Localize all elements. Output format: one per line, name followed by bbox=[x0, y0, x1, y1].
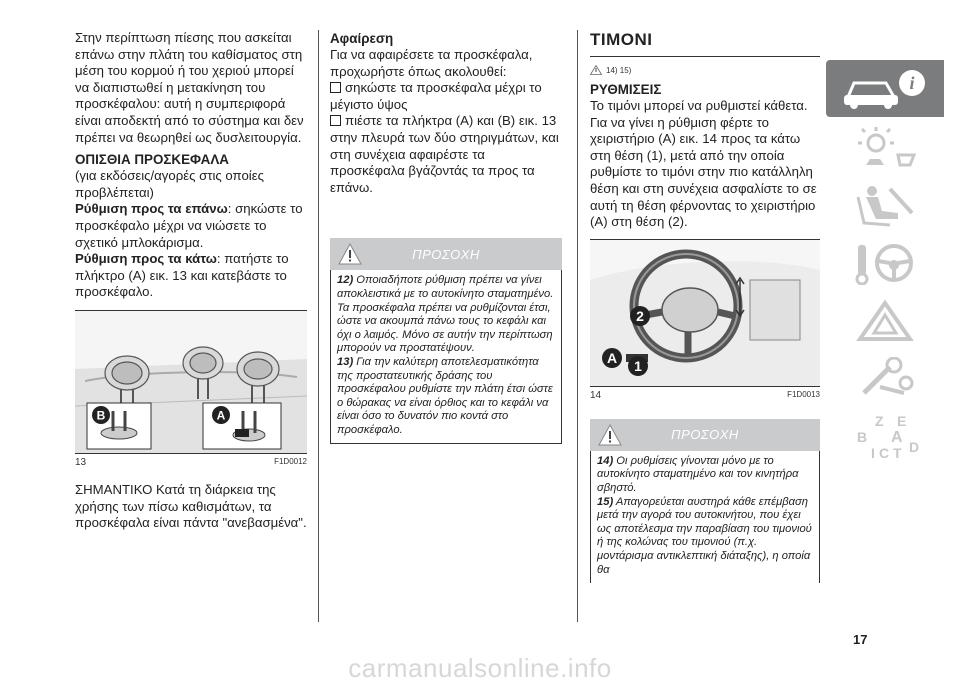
tab-safety[interactable] bbox=[826, 176, 944, 233]
watermark-text: carmanualsonline.info bbox=[348, 653, 612, 683]
tab-starting-driving[interactable] bbox=[826, 234, 944, 291]
removal-heading: Αφαίρεση bbox=[330, 31, 394, 46]
important-note: ΣΗΜΑΝΤΙΚΟ Κατά τη διάρκεια της χρήσης των πίσω καθισμάτων, τα προσκέφαλα είναι πάντα "ανεβασμένα". bbox=[75, 481, 307, 531]
rear-headrests-illustration bbox=[75, 311, 307, 453]
figure-code: F1D0013 bbox=[787, 389, 820, 399]
steering-start-icon bbox=[850, 241, 920, 285]
column-divider bbox=[577, 30, 578, 622]
column-divider bbox=[318, 30, 319, 622]
tab-index[interactable] bbox=[826, 408, 944, 465]
warning-14: 14) Οι ρυθμίσεις γίνονται μόνο με το αυτοκίνητο σταματημένο και τον κινητήρα σβηστό. bbox=[597, 454, 799, 494]
warning-triangle-icon bbox=[338, 243, 362, 265]
column-right bbox=[590, 30, 820, 583]
warning-box bbox=[330, 270, 562, 444]
adjust-down-label: Ρύθμιση προς τα κάτω bbox=[75, 251, 217, 267]
car-info-icon bbox=[840, 67, 930, 111]
warning-13: 13) Για την καλύτερη αποτελεσματικότητα της προστατευτικής δράσης του προσκέφαλου ρυθμίστε την πλάτη έτσι ώστε ο θώρακας να είναι όρθιος και το κεφάλι να είναι όσο το δυνατόν πιο κοντά στο προσκέφαλο. bbox=[337, 355, 553, 436]
adjustments-text: Το τιμόνι μπορεί να ρυθμιστεί κάθετα. Για να γίνει η ρύθμιση φέρτε το χειριστήριο (A) εικ. 14 προς τα κάτω στη θέση (1), μετά από την οποία ρυθμίστε το τιμόνι στην πιο κατάλληλη θέση και στη συνέχεια ασφαλίστε το σε αυτή τη θέση φέρνοντας το χειριστήριο (A) στη θέση (2). bbox=[590, 98, 817, 230]
page-number: 17 bbox=[853, 632, 868, 647]
warning-small-icon bbox=[590, 65, 602, 75]
warning-15: 15) Απαγορεύεται αυστηρά κάθε επέμβαση μετά την αγορά του αυτοκινήτου, που έχει ως αποτέλεσμα την παραβίαση του τιμονιού ή της κολώνας του τιμονιού (π.χ. μοντάρισμα αντικλεπτική διάταξης), η οποία θα bbox=[597, 495, 812, 576]
tab-dashboard[interactable] bbox=[826, 118, 944, 175]
seat-airbag-icon bbox=[850, 183, 920, 227]
svg-text:C: C bbox=[879, 444, 890, 461]
adjust-up-paragraph: Ρύθμιση προς τα επάνω: σηκώστε το προσκέφαλο μέχρι να νιώσετε το σχετικό μπλοκάρισμα. bbox=[75, 201, 303, 250]
intro-paragraph: Στην περίπτωση πίεσης που ασκείται επάνω στην πλάτη του καθίσματος στη μέση του κορμού ή του χεριού μπορεί να διαπιστωθεί η μετακίνηση του προσκέφαλου: αυτή η συμπεριφορά είναι αποδεκτή από το σύστημα και δεν πρέπει να θεωρηθεί ως δυσλειτουργία. bbox=[75, 30, 304, 145]
figure-14 bbox=[590, 239, 820, 387]
warning-header bbox=[330, 238, 562, 270]
svg-text:I: I bbox=[871, 444, 875, 461]
warning-12: 12) Οποιαδήποτε ρύθμιση πρέπει να γίνει αποκλειστικά με το αυτοκίνητο σταματημένο. Τα προσκέφαλα πρέπει να ρυθμίζονται έτσι, ώστε να ακουμπά πάνω τους το κεφάλι και όχι ο λαιμός. Μόνο σε αυτήν την περίπτωση μπορούν να προστατέψουν. bbox=[337, 274, 554, 355]
warning-header bbox=[590, 419, 820, 451]
svg-text:Z: Z bbox=[875, 412, 884, 429]
chapter-tabs bbox=[826, 60, 944, 466]
warning-title: ΠΡΟΣΟΧΗ bbox=[412, 246, 480, 262]
checkbox-bullet-icon bbox=[330, 82, 341, 93]
svg-text:E: E bbox=[897, 412, 907, 429]
label-1: 1 bbox=[634, 357, 642, 374]
figure-14-caption bbox=[590, 387, 820, 401]
warning-triangle-icon bbox=[598, 424, 622, 446]
adjust-down-paragraph: Ρύθμιση προς τα κάτω: πατήστε το πλήκτρο (A) εικ. 13 και κατεβάστε το προσκέφαλο. bbox=[75, 251, 289, 300]
adjust-up-label: Ρύθμιση προς τα επάνω bbox=[75, 201, 228, 217]
label-b: B bbox=[96, 408, 106, 423]
svg-text:A: A bbox=[891, 428, 903, 446]
removal-step-2: πιέστε τα πλήκτρα (A) και (B) εικ. 13 στην πλευρά των δύο στηριγμάτων, και στη συνέχεια αφαιρέστε τα προσκέφαλα βγάζοντάς τα προς τα επάνω. bbox=[330, 113, 559, 195]
checkbox-bullet-icon bbox=[330, 115, 341, 126]
tab-car-info[interactable] bbox=[826, 60, 944, 117]
svg-text:B: B bbox=[857, 428, 868, 445]
tab-maintenance[interactable] bbox=[826, 350, 944, 407]
column-middle bbox=[330, 30, 562, 444]
label-2: 2 bbox=[636, 307, 644, 324]
warning-box bbox=[590, 451, 820, 583]
figure-number: 14 bbox=[590, 389, 602, 401]
removal-intro: Για να αφαιρέσετε τα προσκέφαλα, προχωρήστε όπως ακολουθεί: bbox=[330, 47, 533, 79]
figure-13-caption bbox=[75, 454, 307, 468]
label-a: A bbox=[606, 349, 618, 366]
svg-text:i: i bbox=[909, 72, 915, 93]
warning-title: ΠΡΟΣΟΧΗ bbox=[671, 427, 739, 443]
label-a: A bbox=[216, 408, 226, 423]
alphabet-index-icon bbox=[845, 412, 925, 462]
figure-code: F1D0012 bbox=[274, 456, 307, 466]
column-left bbox=[75, 30, 307, 532]
steering-wheel-illustration bbox=[590, 240, 820, 386]
wrench-tools-icon bbox=[850, 357, 920, 401]
svg-text:D: D bbox=[909, 438, 920, 455]
dashboard-lights-icon bbox=[850, 125, 920, 169]
adjustments-heading: ΡΥΘΜΙΣΕΙΣ bbox=[590, 82, 662, 97]
tab-emergency[interactable] bbox=[826, 292, 944, 349]
svg-text:T: T bbox=[893, 444, 902, 461]
warning-refs: 14) 15) bbox=[590, 65, 820, 75]
warning-triangle-icon bbox=[850, 299, 920, 343]
figure-13 bbox=[75, 310, 307, 454]
availability-note: (για εκδόσεις/αγορές στις οποίες προβλέπεται) bbox=[75, 168, 264, 200]
chapter-title: ΤΙΜΟΝΙ bbox=[590, 30, 820, 57]
figure-number: 13 bbox=[75, 456, 87, 468]
removal-step-1: σηκώστε τα προσκέφαλα μέχρι το μέγιστο ύψος bbox=[330, 80, 542, 112]
section-heading-rear-headrests: ΟΠΙΣΘΙΑ ΠΡΟΣΚΕΦΑΛΑ bbox=[75, 152, 229, 168]
